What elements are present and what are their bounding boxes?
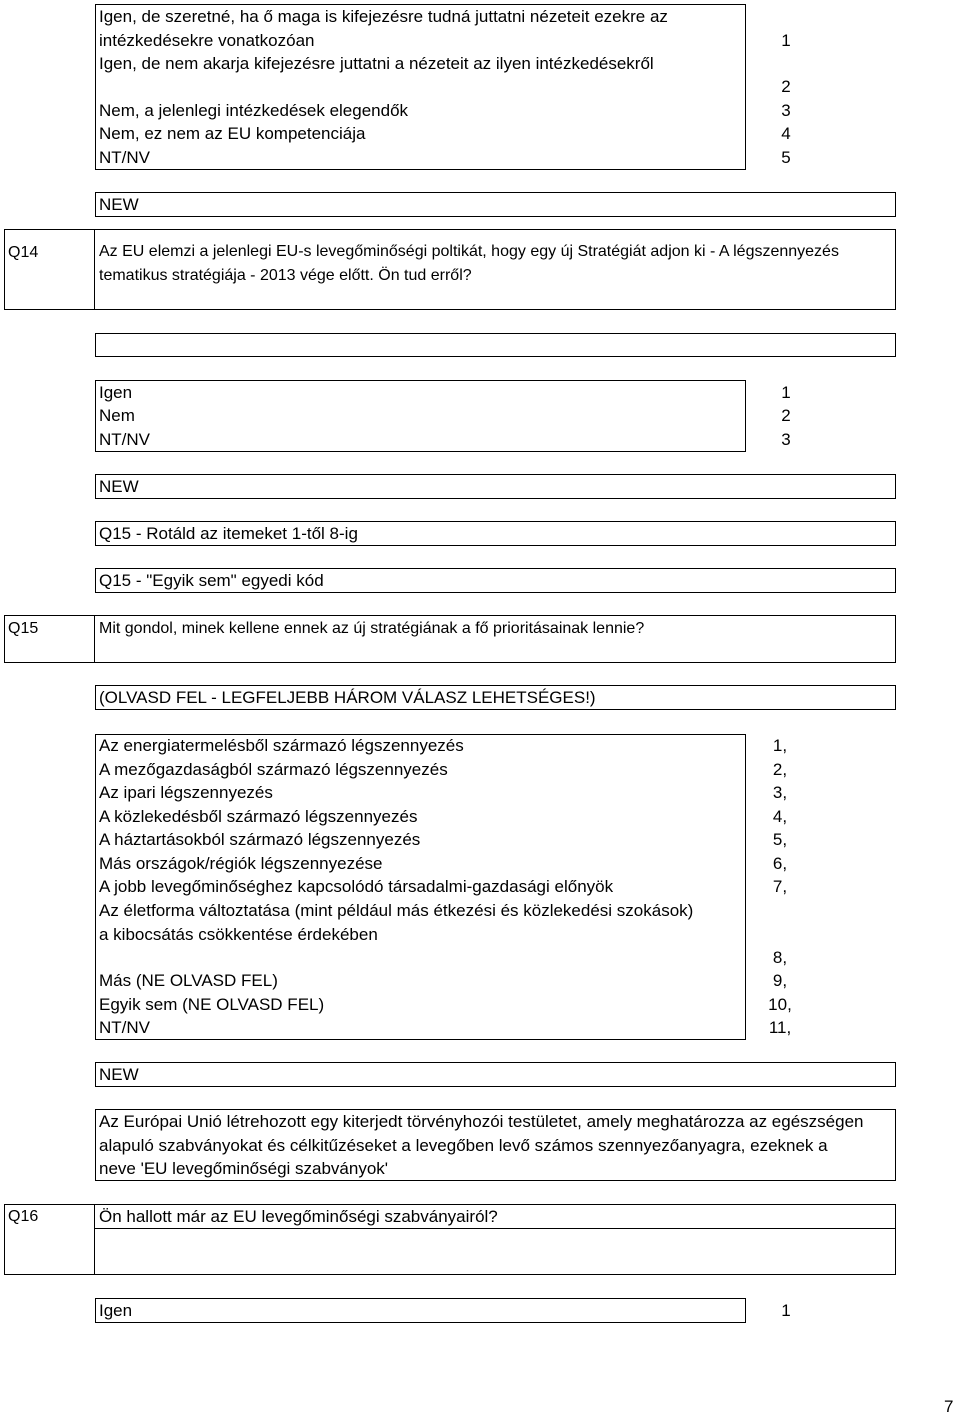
question-text: Az EU elemzi a jelenlegi EU-s levegőminőségi poltikát, hogy egy új Stratégiát adjon ki - A légszennyezés tematikus stratégiája - 2013 vége előtt. Ön tud erről? bbox=[99, 243, 839, 284]
option-code: 2 bbox=[781, 77, 791, 96]
option-label: NT/NV bbox=[99, 148, 150, 167]
option-code: 9, bbox=[772, 971, 788, 990]
option-label: A mezőgazdaságból származó légszennyezés bbox=[99, 760, 448, 779]
new-marker-box bbox=[95, 474, 896, 499]
option-label: Az életforma változtatása (mint például más étkezési és közlekedési szokások) a kibocsátás csökkentése érdekében bbox=[99, 901, 694, 944]
option-code: 8, bbox=[772, 948, 788, 967]
q14-options-table bbox=[95, 380, 746, 452]
option-code: 4, bbox=[772, 807, 788, 826]
option-label: Igen bbox=[99, 383, 133, 402]
option-code: 2 bbox=[781, 406, 791, 425]
option-label: Nem, ez nem az EU kompetenciája bbox=[99, 124, 366, 143]
option-label: Nem bbox=[99, 406, 135, 425]
option-code: 11, bbox=[768, 1018, 792, 1037]
question-id: Q16 bbox=[8, 1208, 39, 1225]
option-label: Más országok/régiók légszennyezése bbox=[99, 854, 383, 873]
option-label: A közlekedésből származó légszennyezés bbox=[99, 807, 418, 826]
option-label: Más (NE OLVASD FEL) bbox=[99, 971, 278, 990]
q15-code-note: Q15 - "Egyik sem" egyedi kód bbox=[99, 571, 324, 590]
option-code: 6, bbox=[772, 854, 788, 873]
option-code: 3 bbox=[781, 101, 791, 120]
option-code: 7, bbox=[772, 877, 788, 896]
page-number: 7 bbox=[944, 1397, 954, 1416]
option-label: NT/NV bbox=[99, 430, 150, 449]
option-code: 1 bbox=[781, 1301, 791, 1320]
option-label: NT/NV bbox=[99, 1018, 150, 1037]
option-code: 2, bbox=[772, 760, 788, 779]
question-text: Mit gondol, minek kellene ennek az új stratégiának a fő prioritásainak lennie? bbox=[99, 620, 645, 637]
option-label: A jobb levegőminőséghez kapcsolódó társadalmi-gazdasági előnyök bbox=[99, 877, 614, 896]
question-id: Q15 bbox=[8, 620, 39, 637]
empty-box bbox=[95, 333, 896, 357]
option-code: 4 bbox=[781, 124, 791, 143]
option-label: Igen, de szeretné, ha ő maga is kifejezésre tudná juttatni nézeteit ezekre az intézkedésekre vonatkozóan bbox=[99, 7, 668, 50]
option-code: 5, bbox=[772, 830, 788, 849]
new-marker: NEW bbox=[99, 477, 139, 496]
option-code: 10, bbox=[768, 995, 792, 1014]
q15-instruction: (OLVASD FEL - LEGFELJEBB HÁROM VÁLASZ LEHETSÉGES!) bbox=[99, 688, 596, 707]
option-label: Az energiatermelésből származó légszennyezés bbox=[99, 736, 464, 755]
option-label: Nem, a jelenlegi intézkedések elegendők bbox=[99, 101, 409, 120]
new-marker: NEW bbox=[99, 1065, 139, 1084]
option-code: 3 bbox=[781, 430, 791, 449]
new-marker-box bbox=[95, 192, 896, 217]
option-code: 1 bbox=[781, 383, 791, 402]
option-code: 3, bbox=[772, 783, 788, 802]
q16-options-table bbox=[95, 1298, 746, 1323]
question-text: Ön hallott már az EU levegőminőségi szabványairól? bbox=[99, 1207, 498, 1226]
option-code: 1 bbox=[781, 31, 791, 50]
option-label: Igen, de nem akarja kifejezésre juttatni a nézeteit az ilyen intézkedésekről bbox=[99, 54, 654, 73]
q16-intro: Az Európai Unió létrehozott egy kiterjedt törvényhozói testületet, amely meghatározza az egészségen alapuló szabványokat és célkitűzéseket a levegőben levő számos szennyezőanyagra, ezeknek a neve 'EU levegőminőségi szabványok' bbox=[99, 1112, 864, 1178]
new-marker: NEW bbox=[99, 195, 139, 214]
option-code: 5 bbox=[781, 148, 791, 167]
new-marker-box bbox=[95, 1062, 896, 1087]
option-label: A háztartásokból származó légszennyezés bbox=[99, 830, 421, 849]
option-label: Az ipari légszennyezés bbox=[99, 783, 273, 802]
option-label: Igen bbox=[99, 1301, 133, 1320]
option-label: Egyik sem (NE OLVASD FEL) bbox=[99, 995, 325, 1014]
q15-rotate-note: Q15 - Rotáld az itemeket 1-től 8-ig bbox=[99, 524, 358, 543]
option-code: 1, bbox=[772, 736, 788, 755]
question-id: Q14 bbox=[8, 244, 39, 261]
